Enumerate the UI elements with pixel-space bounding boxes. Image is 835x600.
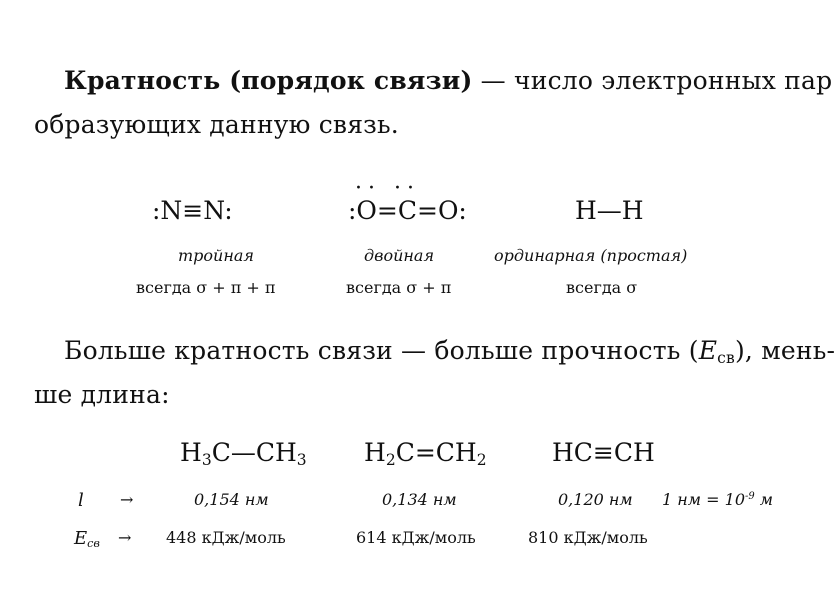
unit-note-base: 1 нм = 10 <box>662 490 746 509</box>
h2-composition: всегда σ <box>566 278 638 297</box>
definition-line-1 <box>64 64 832 98</box>
ethane-formula <box>180 438 307 469</box>
energy-arrow: → <box>118 528 132 547</box>
ethyne-energy: 810 кДж/моль <box>528 528 648 547</box>
co2-bond-type: двойная <box>364 246 435 265</box>
energy-row-label <box>74 528 100 550</box>
ethene-h: H <box>364 438 386 467</box>
ethene-c-ch: C=CH <box>395 438 477 467</box>
definition-line-2: образующих данную связь. <box>34 110 399 139</box>
h2-formula: H—H <box>575 196 644 225</box>
energy-symbol: E <box>698 336 718 365</box>
unit-note-exponent: -9 <box>745 491 755 503</box>
definition-rest: — число электронных пар <box>472 66 833 95</box>
ethane-length: 0,154 нм <box>194 490 269 509</box>
n2-composition: всегда σ + π + π <box>136 278 276 297</box>
co2-composition: всегда σ + π <box>346 278 452 297</box>
unit-note-unit: м <box>754 490 774 509</box>
rule-line-1 <box>64 334 835 375</box>
rule-text-b: ), мень- <box>734 336 835 365</box>
energy-subscript: св <box>717 348 735 367</box>
ethane-h: H <box>180 438 202 467</box>
ethene-length: 0,134 нм <box>382 490 457 509</box>
ethyne-formula: HC≡CH <box>552 438 655 467</box>
length-arrow: → <box>120 490 134 509</box>
ethyne-length: 0,120 нм <box>558 490 633 509</box>
ethene-energy: 614 кДж/моль <box>356 528 476 547</box>
co2-formula: :O=C=O: <box>348 196 467 225</box>
co2-lone-pair-dots: ·· ·· <box>355 176 420 201</box>
ethene-sub-2: 2 <box>476 450 487 469</box>
ethane-c-ch: C—CH <box>211 438 297 467</box>
h2-bond-type: ординарная (простая) <box>494 246 688 265</box>
ethene-formula <box>364 438 487 469</box>
n2-formula: :N≡N: <box>152 196 233 225</box>
n2-bond-type: тройная <box>178 246 255 265</box>
rule-text-a: Больше кратность связи — больше прочность ( <box>64 336 699 365</box>
ethane-energy: 448 кДж/моль <box>166 528 286 547</box>
rule-line-2: ше длина: <box>34 380 170 409</box>
ethene-sub-1: 2 <box>385 450 396 469</box>
ethane-sub-2: 3 <box>296 450 307 469</box>
energy-row-sub: св <box>87 536 100 550</box>
length-label: l <box>78 490 84 511</box>
ethane-sub-1: 3 <box>201 450 212 469</box>
unit-note <box>662 490 773 509</box>
definition-term: Кратность (порядок связи) <box>64 66 473 95</box>
energy-row-e: E <box>74 528 88 549</box>
